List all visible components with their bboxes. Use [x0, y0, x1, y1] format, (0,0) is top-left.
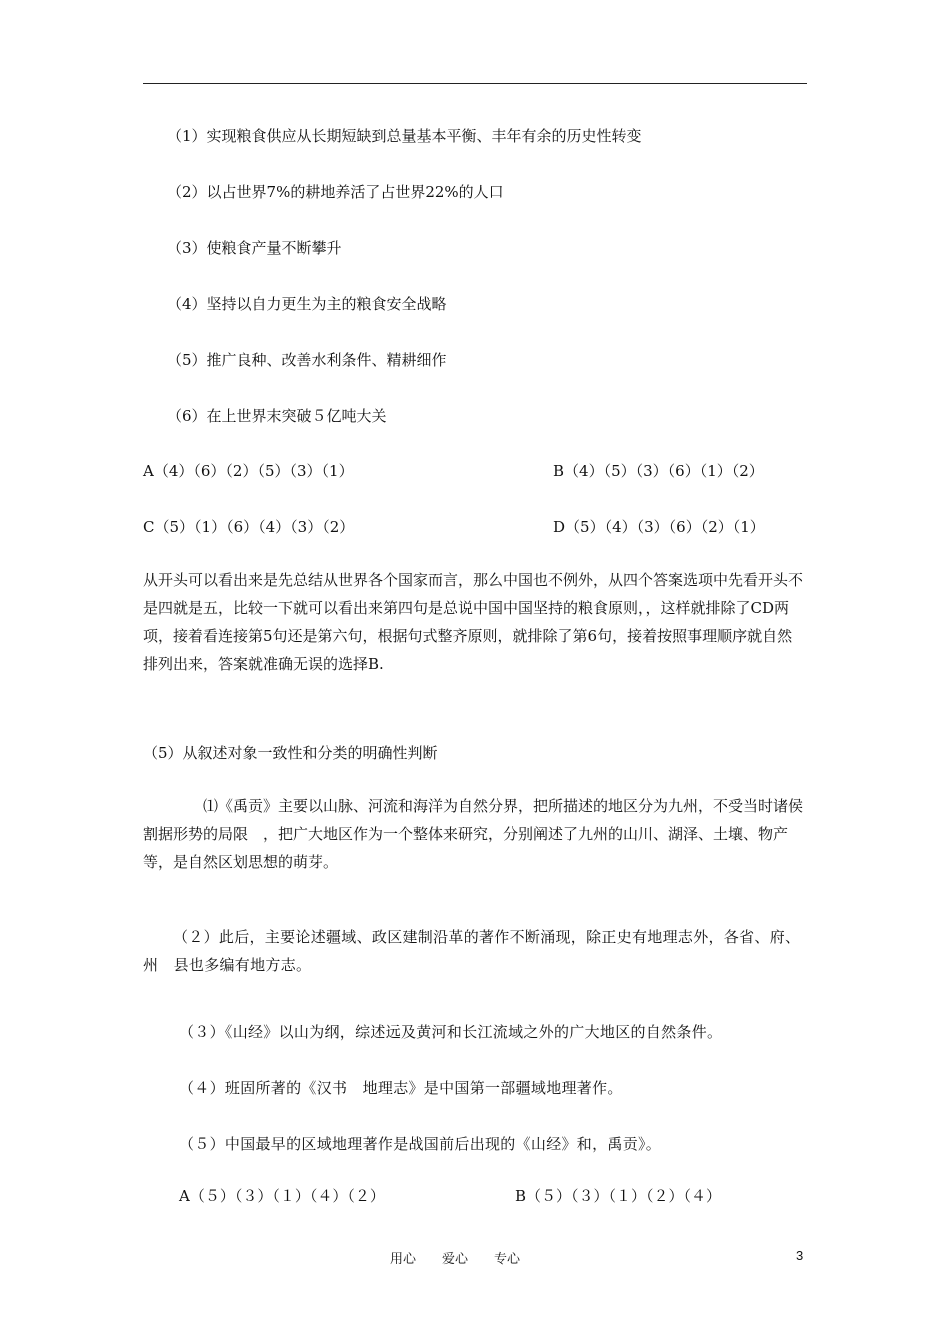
section5-item-2: （２）此后，主要论述疆域、政区建制沿革的著作不断涌现，除正史有地理志外，各省、府、州 县也多编有地方志。: [143, 928, 801, 974]
section5-item-4: （４）班固所著的《汉书 地理志》是中国第一部疆域地理著作。: [179, 1079, 623, 1097]
q1-item-1: （1）实现粮食供应从长期短缺到总量基本平衡、丰年有余的历史性转变: [167, 127, 642, 145]
section5-item-5: （５）中国最早的区域地理著作是战国前后出现的《山经》和，禹贡》。: [179, 1135, 662, 1153]
q1-option-a: A（4）（6）（2）（5）（3）（1）: [143, 462, 354, 480]
q1-item-3: （3）使粮食产量不断攀升: [167, 239, 342, 257]
q1-option-b: B（4）（5）（3）（6）（1）（2）: [553, 462, 764, 480]
section5-option-b: B（５）（３）（１）（２）（４）: [515, 1187, 722, 1205]
q1-analysis: 从开头可以看出来是先总结从世界各个国家而言，那么中国也不例外，从四个答案选项中先看开头不是四就是五，比较一下就可以看出来第四句是总说中国中国坚持的粮食原则，，这样就排除了CD两项，接着看连接第5句还是第六句，根据句式整齐原则，就排除了第6句，接着按照事理顺序就自然排列出来，答案就准确无误的选择B.: [143, 571, 804, 673]
q1-item-4: （4）坚持以自力更生为主的粮食安全战略: [167, 295, 447, 313]
q1-item-6: （6）在上世界末突破５亿吨大关: [167, 407, 387, 425]
q1-option-c: C（5）（1）（6）（4）（3）（2）: [143, 518, 355, 536]
q1-item-2: （2）以占世界7%的耕地养活了占世界22%的人口: [167, 183, 504, 201]
section5-heading: （5）从叙述对象一致性和分类的明确性判断: [143, 744, 438, 762]
page-number: 3: [796, 1248, 804, 1263]
section5-item-1: ⑴《禹贡》主要以山脉、河流和海洋为自然分界，把所描述的地区分为九州，不受当时诸侯割据形势的局限 ，把广大地区作为一个整体来研究，分别阐述了九州的山川、湖泽、土壤、物产等，是自然区划思想的萌芽。: [143, 797, 804, 871]
section5-option-a: A（５）（３）（１）（４）（２）: [179, 1187, 385, 1205]
footer-motto: 用心 爱心 专心: [390, 1252, 521, 1267]
q1-item-5: （5）推广良种、改善水利条件、精耕细作: [167, 351, 447, 369]
q1-option-d: D（5）（4）（3）（6）（2）（1）: [553, 518, 765, 536]
header-rule: [143, 83, 807, 84]
section5-item-3: （３）《山经》以山为纲，综述远及黄河和长江流域之外的广大地区的自然条件。: [179, 1023, 723, 1041]
